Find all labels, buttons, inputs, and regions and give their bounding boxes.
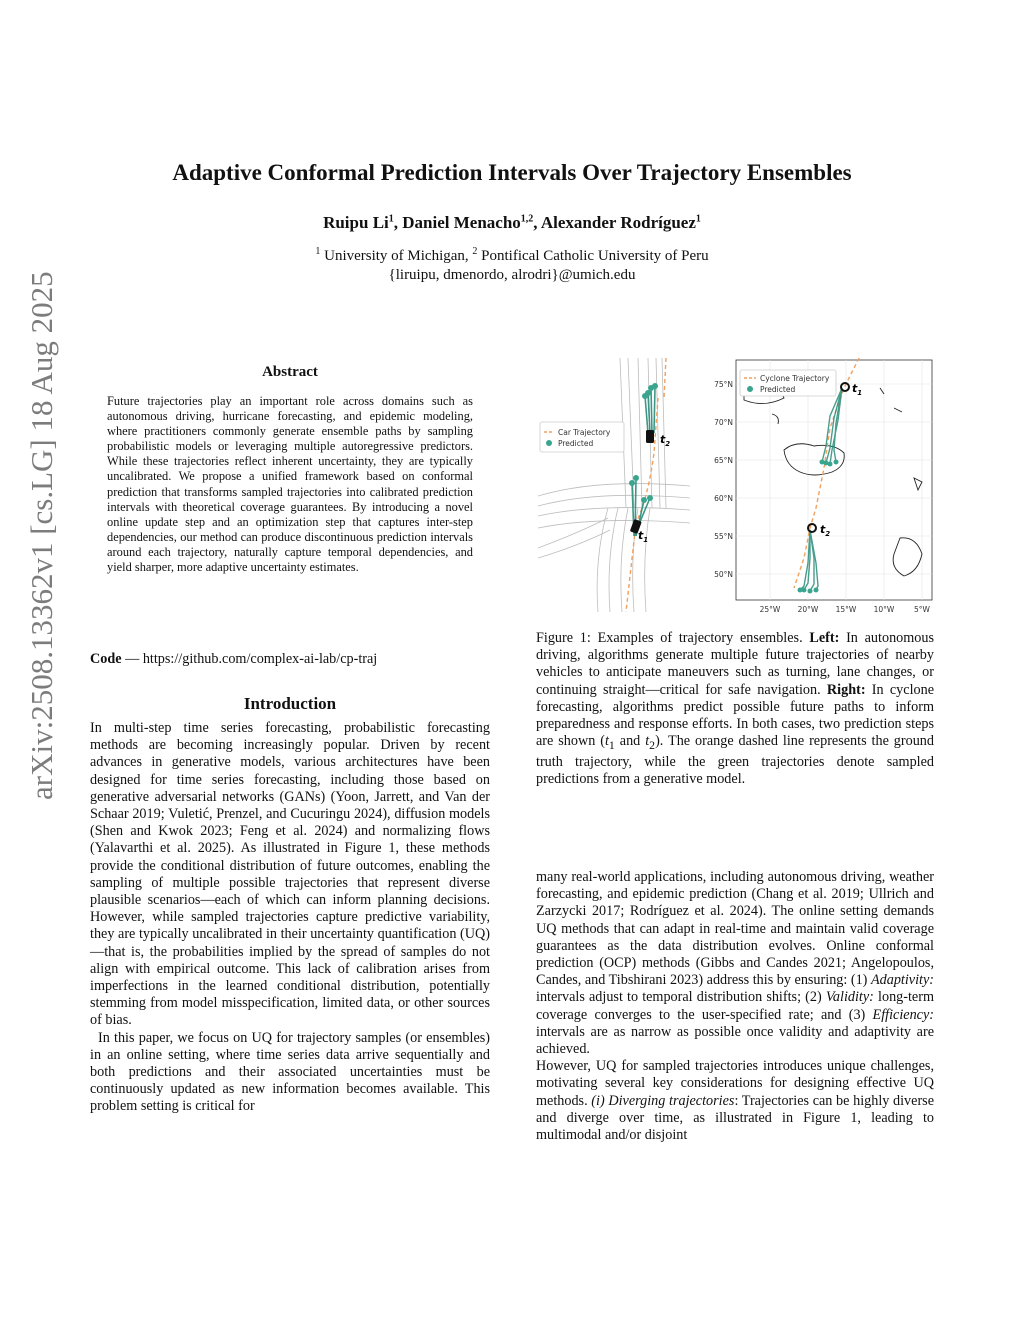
lon-tick-label: 15°W: [835, 605, 857, 614]
pred-point: [828, 462, 833, 467]
pred-point: [652, 383, 658, 389]
lon-tick-label: 20°W: [797, 605, 819, 614]
caption-left-label: Left:: [809, 630, 840, 646]
code-dash: —: [121, 651, 143, 667]
author-name: Daniel Menacho: [402, 213, 521, 232]
t1-label: $t_1$: [852, 382, 863, 397]
right-column-body: [536, 869, 934, 1144]
lat-tick-label: 70°N: [714, 418, 733, 427]
caption-right-text: In cyclone forecasting, algorithms predict possible future paths to inform preparedness and response efforts. In both cases, two prediction steps are shown (: [536, 681, 934, 750]
lat-tick-label: 65°N: [714, 456, 733, 465]
abstract-heading: Abstract: [262, 364, 318, 380]
lon-tick-label: 10°W: [873, 605, 895, 614]
author-affil-sup: 1: [695, 213, 701, 225]
affil-inst: Pontifical Catholic University of Peru: [477, 248, 709, 264]
pred-point: [808, 589, 813, 594]
pred-point: [834, 460, 839, 465]
right-paragraph-2: However, UQ for sampled trajectories introduces unique challenges, motivating several key considerations for designing effective UQ methods. (i) Diverging trajectories: Trajectories can be highly diverse and diverge over time, as illustrated in Figure 1, leading to multimodal and/or disjoint: [536, 1058, 934, 1144]
car-icon: [646, 430, 654, 443]
arxiv-identifier: arXiv:2508.13362v1 [cs.LG] 18 Aug 2025: [24, 271, 59, 800]
caption-t1-sub: 1: [608, 738, 615, 753]
lat-tick-label: 60°N: [714, 494, 733, 503]
road-lines: [538, 358, 690, 612]
author-list: [0, 213, 1024, 233]
car-predicted-points: [629, 383, 658, 503]
figure-cyclone-panel: [704, 358, 936, 618]
figure-caption: [536, 630, 934, 789]
author-sep: ,: [393, 213, 403, 232]
code-line: [90, 651, 377, 668]
road-line: [538, 495, 690, 506]
paper-title: Adaptive Conformal Prediction Intervals Over Trajectory Ensembles: [172, 160, 852, 185]
author-affil-sup: 1,2: [520, 213, 534, 225]
pred-point: [814, 588, 819, 593]
pred-point: [629, 480, 635, 486]
affiliation-line: [0, 247, 1024, 266]
author-name: Ruipu Li: [323, 213, 389, 232]
road-line: [638, 358, 642, 508]
lon-axis-labels: [760, 605, 931, 614]
caption-and: and: [614, 733, 646, 750]
car-predicted-paths: [632, 386, 655, 536]
affil-sup: 1: [315, 246, 321, 257]
introduction-heading: Introduction: [243, 694, 337, 713]
caption-t2-sub: 2: [649, 738, 656, 753]
pred-point: [633, 475, 639, 481]
pred-path: [645, 396, 648, 433]
lon-tick-label: 25°W: [759, 605, 781, 614]
caption-tail: ). The orange dashed line represents the ground truth trajectory, while the green trajectories denote sampled predictions from a generative model.: [536, 733, 934, 788]
right-paragraph-1: many real-world applications, including autonomous driving, weather forecasting, and epidemic prediction (Chang et al. 2019; Ullrich and Zarzycki 2017; Rodríguez et al. 2024). The online setting demands UQ methods that can adapt in real-time and maintain valid coverage guarantees as the data distribution evolves. Online conformal prediction (OCP) methods (Gibbs and Candes 2021; Angelopoulos, Candes, and Tibshirani 2023) address this by ensuring: (1) Adaptivity: intervals adjust to temporal distribution shifts; (2) Validity: long-term coverage converges to the user-specified rate; and (3) Efficiency: intervals are as narrow as possible once validity and adaptivity are achieved.: [536, 869, 935, 1058]
code-url-link[interactable]: https://github.com/complex-ai-lab/cp-traj: [142, 651, 378, 667]
author-name: Alexander Rodríguez: [540, 213, 696, 232]
caption-t2: t: [645, 733, 650, 750]
author-affil-sup: 1: [388, 213, 394, 225]
legend-pred-swatch: [747, 386, 753, 392]
legend-pred-label: Predicted: [760, 385, 796, 394]
introduction-body: [90, 720, 490, 1116]
figure-driving-panel: [538, 358, 690, 612]
legend-true-label: Car Trajectory: [558, 428, 611, 437]
caption-t1: t: [604, 733, 609, 750]
author-emails: {liruipu, dmenordo, alrodri}@umich.edu: [388, 267, 636, 283]
road-line: [538, 484, 690, 496]
road-line: [609, 508, 618, 612]
pred-path: [654, 386, 655, 433]
abstract-text: Future trajectories play an important role across domains such as autonomous driving, hurricane forecasting, and epidemic modeling, where practitioners commonly generate ensemble paths by sampling probabilistic models or leveraging multiple autoregressive predictors. While these trajectories reflect inherent uncertainty, they are typically uncalibrated. We propose a unified framework based on conformal prediction that transforms sampled trajectories into calibrated prediction intervals with theoretical coverage guarantees. By introducing a novel online update step and an optimization step that captures inter-step dependencies, our method can produce discontinuous prediction intervals around each trajectory, naturally capture temporal dependencies, and yield sharper, more adaptive uncertainty estimates.: [107, 394, 473, 575]
lat-axis-labels: [714, 380, 733, 579]
road-line: [621, 508, 628, 612]
legend-true-label: Cyclone Trajectory: [760, 374, 830, 383]
lon-tick-label: 5°W: [914, 605, 930, 614]
road-line: [538, 508, 690, 516]
road-line: [597, 508, 608, 612]
caption-right-label: Right:: [826, 681, 866, 698]
t2-label: $t_2$: [820, 523, 831, 538]
author-sep: ,: [533, 213, 541, 232]
intro-paragraph-1: In multi-step time series forecasting, probabilistic forecasting methods are becoming increasingly popular. Driven by recent advances in generative models, various architectures have been designed for time series forecasting, including those based on generative adversarial networks (GANs) (Yoon, Jarrett, and Van der Schaar 2019; Vuletić, Prenzel, and Cucuringu 2024), diffusion models (Shen and Kwok 2023; Feng et al. 2024) and normalizing flows (Yalavarthi et al. 2025). As illustrated in Figure 1, these methods provide the conditional distribution of future outcomes, enabling the sampling of multiple possible trajectories that represent diverse plausible scenarios—each of which can inform planning decisions. However, while sampled trajectories capture predictive variability, they are typically uncalibrated in their uncertainty quantification (UQ)—that is, the probabilities implied by the spread of samples do not align with empirical outcome. This lack of calibration arises from imperfections in the learned conditional distribution, potentially stemming from model misspecification, limited data, or other sources of bias.: [90, 720, 490, 1029]
t2-label: $t_2$: [660, 433, 671, 448]
pred-point: [642, 393, 648, 399]
legend-pred-label: Predicted: [558, 439, 594, 448]
pred-point: [798, 588, 803, 593]
pred-path: [651, 388, 652, 433]
lat-tick-label: 75°N: [714, 380, 733, 389]
affiliations: [0, 247, 1024, 285]
legend-pred-swatch: [546, 440, 552, 446]
pred-point: [641, 497, 647, 503]
lat-tick-label: 50°N: [714, 570, 733, 579]
road-line: [645, 508, 650, 612]
intro-paragraph-2: In this paper, we focus on UQ for trajectory samples (or ensembles) in an online setting, where time series data arrive sequentially and both predictions and their associated uncertainties must be continuously updated as new information becomes available. This problem setting is critical for: [90, 1029, 490, 1115]
affil-sup: 2: [472, 246, 478, 257]
pred-point: [820, 460, 825, 465]
car-true-path: [664, 358, 666, 398]
caption-left-text: In autonomous driving, algorithms generate multiple future trajectories of nearby vehicles to anticipate maneuvers such as turning, lane changes, or continuing straight—critical for safe navigation.: [536, 630, 934, 698]
lat-tick-label: 55°N: [714, 532, 733, 541]
pred-point: [647, 495, 653, 501]
t1-label: $t_1$: [638, 529, 649, 544]
code-label: Code: [90, 651, 122, 667]
affil-inst: University of Michigan,: [320, 248, 473, 264]
caption-prefix: Figure 1: Examples of trajectory ensembles.: [536, 630, 810, 646]
